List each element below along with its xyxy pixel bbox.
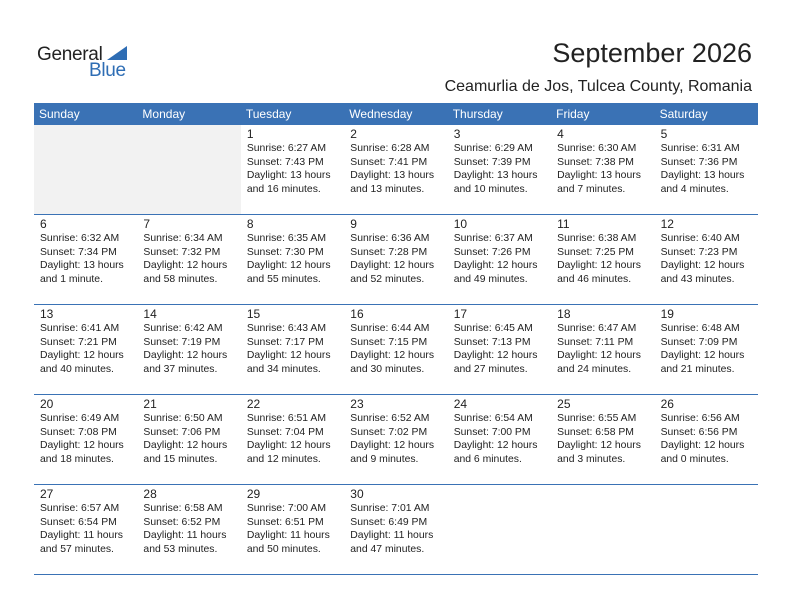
day-cell	[241, 485, 344, 574]
day-cell	[655, 215, 758, 304]
day-cell	[34, 305, 137, 394]
sunrise-text: Sunrise: 6:29 AM	[453, 143, 533, 154]
sunset-text: Sunset: 6:52 PM	[143, 516, 221, 528]
day-number: 29	[246, 487, 261, 501]
sunrise-text: Sunrise: 6:45 AM	[453, 323, 533, 334]
daylight-text: and 43 minutes.	[660, 273, 735, 285]
day-number: 3	[453, 127, 461, 141]
daylight-text: Daylight: 13 hours	[557, 170, 641, 181]
daylight-text: Daylight: 13 hours	[246, 170, 331, 181]
empty-day-cell	[551, 485, 654, 574]
day-number: 15	[246, 307, 261, 321]
day-number: 28	[143, 487, 157, 501]
location-subtitle: Ceamurlia de Jos, Tulcea County, Romania	[444, 78, 752, 95]
sunrise-text: Sunrise: 6:37 AM	[453, 233, 533, 244]
sunset-text: Sunset: 7:21 PM	[40, 336, 117, 348]
day-number: 26	[660, 397, 674, 411]
day-cell	[448, 395, 551, 484]
day-number: 11	[557, 217, 570, 231]
daylight-text: Daylight: 13 hours	[350, 170, 435, 181]
calendar-weeks	[34, 125, 758, 575]
empty-day-cell	[137, 125, 240, 214]
daylight-text: and 4 minutes.	[660, 183, 729, 195]
sunset-text: Sunset: 7:02 PM	[350, 426, 428, 438]
sunset-text: Sunset: 7:23 PM	[660, 246, 738, 258]
day-number: 2	[350, 127, 357, 141]
daylight-text: and 24 minutes.	[557, 363, 632, 375]
sunrise-text: Sunrise: 6:38 AM	[557, 233, 637, 244]
empty-day-cell	[655, 485, 758, 574]
logo-text-blue: Blue	[89, 60, 126, 81]
daylight-text: Daylight: 11 hours	[40, 530, 123, 541]
sunset-text: Sunset: 7:06 PM	[143, 426, 221, 438]
daylight-text: and 0 minutes.	[660, 453, 729, 465]
day-number: 8	[246, 217, 254, 231]
sunrise-text: Sunrise: 6:43 AM	[246, 323, 326, 334]
daylight-text: Daylight: 12 hours	[246, 260, 331, 271]
day-cell	[448, 125, 551, 214]
day-number: 13	[40, 307, 54, 321]
daylight-text: and 53 minutes.	[143, 543, 218, 555]
sunrise-text: Sunrise: 6:56 AM	[660, 413, 740, 424]
day-cell	[241, 305, 344, 394]
daylight-text: Daylight: 12 hours	[143, 260, 228, 271]
daylight-text: and 49 minutes.	[453, 273, 528, 285]
sunrise-text: Sunrise: 6:49 AM	[40, 413, 120, 424]
weekday-header	[34, 103, 758, 125]
daylight-text: and 18 minutes.	[40, 453, 114, 465]
daylight-text: Daylight: 12 hours	[453, 350, 538, 361]
daylight-text: and 46 minutes.	[557, 273, 632, 285]
day-cell	[34, 215, 137, 304]
day-number: 17	[453, 307, 468, 321]
daylight-text: Daylight: 12 hours	[350, 260, 435, 271]
day-number: 7	[143, 217, 151, 231]
sunrise-text: Sunrise: 6:47 AM	[557, 323, 637, 334]
sunset-text: Sunset: 7:28 PM	[350, 246, 428, 258]
day-cell	[241, 215, 344, 304]
daylight-text: and 6 minutes.	[453, 453, 522, 465]
weekday-tuesday: Tuesday	[245, 107, 292, 121]
day-number: 27	[40, 487, 54, 501]
day-number: 19	[660, 307, 674, 321]
daylight-text: and 12 minutes.	[246, 453, 321, 465]
daylight-text: Daylight: 11 hours	[143, 530, 227, 541]
weekday-thursday: Thursday	[452, 107, 503, 121]
daylight-text: and 50 minutes.	[246, 543, 321, 555]
daylight-text: and 16 minutes.	[246, 183, 321, 195]
sunrise-text: Sunrise: 6:31 AM	[660, 143, 740, 154]
sunset-text: Sunset: 7:38 PM	[557, 156, 634, 168]
sunrise-text: Sunrise: 6:30 AM	[557, 143, 637, 154]
daylight-text: and 55 minutes.	[246, 273, 321, 285]
empty-day-cell	[34, 125, 137, 214]
daylight-text: and 3 minutes.	[557, 453, 626, 465]
daylight-text: Daylight: 11 hours	[350, 530, 434, 541]
sunrise-text: Sunrise: 6:35 AM	[246, 233, 326, 244]
sunset-text: Sunset: 7:13 PM	[453, 336, 531, 348]
sunset-text: Sunset: 7:09 PM	[660, 336, 738, 348]
day-cell	[448, 215, 551, 304]
sunset-text: Sunset: 6:49 PM	[350, 516, 428, 528]
weekday-monday: Monday	[142, 107, 186, 121]
sunrise-text: Sunrise: 7:00 AM	[246, 503, 326, 514]
logo-text-general: General	[37, 44, 103, 65]
day-cell	[241, 395, 344, 484]
day-cell	[137, 305, 240, 394]
empty-day-cell	[448, 485, 551, 574]
sunrise-text: Sunrise: 6:27 AM	[246, 143, 326, 154]
day-number: 5	[660, 127, 668, 141]
calendar-week	[34, 485, 758, 575]
sunset-text: Sunset: 7:15 PM	[350, 336, 428, 348]
day-number: 23	[350, 397, 364, 411]
sunrise-text: Sunrise: 6:28 AM	[350, 143, 430, 154]
sunset-text: Sunset: 7:41 PM	[350, 156, 428, 168]
day-number: 22	[246, 397, 261, 411]
sunset-text: Sunset: 6:58 PM	[557, 426, 634, 438]
daylight-text: Daylight: 11 hours	[246, 530, 330, 541]
daylight-text: Daylight: 12 hours	[246, 440, 331, 451]
weekday-wednesday: Wednesday	[349, 107, 413, 121]
day-cell	[551, 395, 654, 484]
sunrise-text: Sunrise: 6:42 AM	[143, 323, 223, 334]
daylight-text: and 52 minutes.	[350, 273, 425, 285]
daylight-text: and 47 minutes.	[350, 543, 425, 555]
sunrise-text: Sunrise: 6:36 AM	[350, 233, 430, 244]
weekday-saturday: Saturday	[659, 107, 708, 121]
daylight-text: Daylight: 12 hours	[40, 350, 124, 361]
daylight-text: Daylight: 12 hours	[453, 260, 538, 271]
sunset-text: Sunset: 7:30 PM	[246, 246, 324, 258]
page-title: September 2026	[552, 38, 752, 68]
daylight-text: Daylight: 12 hours	[557, 260, 641, 271]
day-cell	[34, 485, 137, 574]
day-number: 6	[40, 217, 47, 231]
sunrise-text: Sunrise: 6:51 AM	[246, 413, 326, 424]
day-cell	[655, 305, 758, 394]
day-number: 20	[40, 397, 54, 411]
sunrise-text: Sunrise: 6:54 AM	[453, 413, 533, 424]
sunset-text: Sunset: 6:56 PM	[660, 426, 738, 438]
day-cell	[241, 125, 344, 214]
daylight-text: and 10 minutes.	[453, 183, 528, 195]
day-cell	[344, 395, 447, 484]
daylight-text: and 1 minute.	[40, 273, 103, 285]
daylight-text: Daylight: 13 hours	[660, 170, 745, 181]
sunrise-text: Sunrise: 6:55 AM	[557, 413, 637, 424]
daylight-text: and 15 minutes.	[143, 453, 218, 465]
sunset-text: Sunset: 7:19 PM	[143, 336, 221, 348]
calendar-week	[34, 395, 758, 485]
day-number: 16	[350, 307, 364, 321]
day-cell	[137, 395, 240, 484]
day-cell	[551, 215, 654, 304]
daylight-text: Daylight: 12 hours	[453, 440, 538, 451]
day-number: 25	[557, 397, 571, 411]
day-number: 1	[246, 127, 254, 141]
sunset-text: Sunset: 7:43 PM	[246, 156, 324, 168]
sunset-text: Sunset: 7:04 PM	[246, 426, 324, 438]
day-cell	[344, 125, 447, 214]
day-number: 30	[350, 487, 364, 501]
sunset-text: Sunset: 7:39 PM	[453, 156, 531, 168]
day-cell	[344, 215, 447, 304]
daylight-text: Daylight: 12 hours	[143, 350, 228, 361]
day-number: 9	[350, 217, 357, 231]
day-cell	[34, 395, 137, 484]
weekday-sunday: Sunday	[39, 107, 80, 121]
day-cell	[448, 305, 551, 394]
daylight-text: and 40 minutes.	[40, 363, 114, 375]
day-number: 12	[660, 217, 674, 231]
day-number: 24	[453, 397, 468, 411]
daylight-text: Daylight: 12 hours	[143, 440, 228, 451]
sunset-text: Sunset: 6:54 PM	[40, 516, 117, 528]
calendar	[34, 103, 758, 575]
daylight-text: Daylight: 12 hours	[40, 440, 124, 451]
daylight-text: and 7 minutes.	[557, 183, 626, 195]
brand-logo	[37, 42, 137, 82]
day-number: 21	[143, 397, 157, 411]
day-number: 10	[453, 217, 468, 231]
day-cell	[344, 305, 447, 394]
sunset-text: Sunset: 7:36 PM	[660, 156, 738, 168]
daylight-text: Daylight: 12 hours	[246, 350, 331, 361]
daylight-text: Daylight: 12 hours	[350, 350, 435, 361]
daylight-text: Daylight: 12 hours	[660, 440, 745, 451]
day-cell	[344, 485, 447, 574]
day-number: 18	[557, 307, 571, 321]
day-cell	[655, 125, 758, 214]
daylight-text: and 58 minutes.	[143, 273, 218, 285]
daylight-text: and 21 minutes.	[660, 363, 735, 375]
day-cell	[551, 125, 654, 214]
sunrise-text: Sunrise: 6:44 AM	[350, 323, 430, 334]
daylight-text: Daylight: 12 hours	[660, 350, 745, 361]
daylight-text: and 30 minutes.	[350, 363, 425, 375]
sunrise-text: Sunrise: 6:40 AM	[660, 233, 740, 244]
sunrise-text: Sunrise: 6:58 AM	[143, 503, 223, 514]
sunset-text: Sunset: 7:17 PM	[246, 336, 324, 348]
sunset-text: Sunset: 7:25 PM	[557, 246, 634, 258]
sunset-text: Sunset: 7:00 PM	[453, 426, 531, 438]
daylight-text: and 37 minutes.	[143, 363, 218, 375]
weekday-friday: Friday	[556, 107, 590, 121]
logo-triangle-icon	[107, 46, 127, 60]
calendar-week	[34, 305, 758, 395]
sunrise-text: Sunrise: 6:52 AM	[350, 413, 430, 424]
daylight-text: Daylight: 12 hours	[557, 350, 641, 361]
sunset-text: Sunset: 7:26 PM	[453, 246, 531, 258]
daylight-text: Daylight: 12 hours	[350, 440, 435, 451]
sunset-text: Sunset: 7:11 PM	[557, 336, 634, 348]
sunset-text: Sunset: 7:32 PM	[143, 246, 221, 258]
daylight-text: and 9 minutes.	[350, 453, 419, 465]
sunrise-text: Sunrise: 6:34 AM	[143, 233, 223, 244]
daylight-text: and 57 minutes.	[40, 543, 114, 555]
sunset-text: Sunset: 7:08 PM	[40, 426, 117, 438]
calendar-week	[34, 215, 758, 305]
daylight-text: Daylight: 12 hours	[660, 260, 745, 271]
sunrise-text: Sunrise: 6:50 AM	[143, 413, 223, 424]
calendar-week	[34, 125, 758, 215]
day-cell	[137, 485, 240, 574]
sunrise-text: Sunrise: 6:48 AM	[660, 323, 740, 334]
sunrise-text: Sunrise: 6:57 AM	[40, 503, 120, 514]
sunset-text: Sunset: 6:51 PM	[246, 516, 324, 528]
sunrise-text: Sunrise: 7:01 AM	[350, 503, 430, 514]
daylight-text: Daylight: 13 hours	[40, 260, 124, 271]
day-cell	[551, 305, 654, 394]
sunset-text: Sunset: 7:34 PM	[40, 246, 117, 258]
daylight-text: Daylight: 13 hours	[453, 170, 538, 181]
daylight-text: and 27 minutes.	[453, 363, 528, 375]
daylight-text: and 13 minutes.	[350, 183, 425, 195]
day-cell	[655, 395, 758, 484]
daylight-text: Daylight: 12 hours	[557, 440, 641, 451]
day-number: 14	[143, 307, 157, 321]
sunrise-text: Sunrise: 6:32 AM	[40, 233, 120, 244]
sunrise-text: Sunrise: 6:41 AM	[40, 323, 120, 334]
daylight-text: and 34 minutes.	[246, 363, 321, 375]
day-number: 4	[557, 127, 564, 141]
day-cell	[137, 215, 240, 304]
